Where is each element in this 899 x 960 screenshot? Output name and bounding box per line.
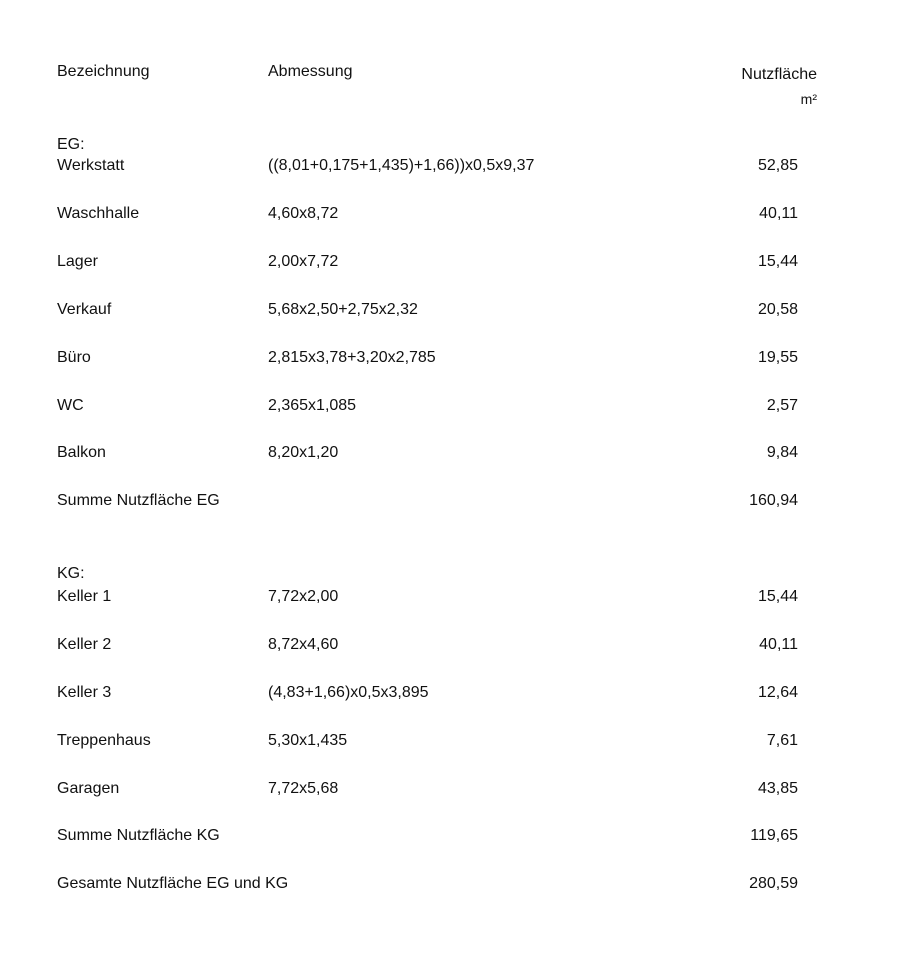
row-name: WC (57, 396, 84, 414)
column-header-name: Bezeichnung (57, 63, 150, 80)
sum-value-kg: 119,65 (750, 827, 798, 844)
row-dimension: 2,00x7,72 (268, 252, 339, 270)
row-name: Werkstatt (57, 157, 125, 174)
row-area: 40,11 (759, 204, 798, 222)
total-label: Gesamte Nutzfläche EG und KG (57, 875, 289, 892)
row-area: 15,44 (757, 588, 798, 605)
row-dimension: 8,20x1,20 (268, 444, 339, 462)
row-name: Garagen (57, 779, 120, 797)
section-label-kg: KG: (57, 565, 85, 582)
section-label-eg: EG: (57, 136, 85, 153)
row-name: Keller 1 (57, 588, 112, 605)
row-area: 40,11 (759, 635, 798, 653)
sum-label-eg: Summe Nutzfläche EG (57, 492, 220, 509)
row-dimension: 8,72x4,60 (268, 635, 339, 653)
row-name: Treppenhaus (57, 731, 151, 749)
row-dimension: 4,60x8,72 (268, 204, 339, 222)
row-dimension: (4,83+1,66)x0,5x3,895 (268, 683, 429, 701)
total-value: 280,59 (749, 875, 798, 892)
row-dimension: 5,68x2,50+2,75x2,32 (268, 300, 418, 318)
row-area: 9,84 (766, 444, 798, 462)
row-area: 15,44 (757, 252, 798, 270)
column-header-area-label: Nutzfläche (741, 66, 817, 83)
row-name: Waschhalle (57, 204, 140, 222)
sum-label-kg: Summe Nutzfläche KG (57, 827, 220, 844)
row-name: Keller 2 (57, 635, 112, 653)
row-dimension: 2,365x1,085 (268, 396, 357, 414)
row-dimension: 7,72x2,00 (268, 588, 339, 605)
row-area: 2,57 (766, 396, 798, 414)
row-area: 20,58 (757, 300, 798, 318)
row-area: 12,64 (757, 683, 798, 701)
row-name: Balkon (57, 444, 106, 462)
row-name: Büro (57, 348, 91, 366)
row-name: Lager (57, 252, 98, 270)
row-dimension: 7,72x5,68 (268, 779, 339, 797)
column-header-dimension: Abmessung (268, 63, 353, 80)
row-area: 19,55 (757, 348, 798, 366)
row-area: 52,85 (757, 157, 798, 174)
column-header-area-unit: m² (800, 91, 817, 107)
sum-value-eg: 160,94 (749, 492, 798, 509)
column-header-area (741, 63, 817, 111)
row-dimension: 5,30x1,435 (268, 731, 348, 749)
row-area: 7,61 (766, 731, 798, 749)
row-dimension: ((8,01+0,175+1,435)+1,66))x0,5x9,37 (268, 157, 535, 174)
row-area: 43,85 (757, 779, 798, 797)
row-name: Keller 3 (57, 683, 112, 701)
row-dimension: 2,815x3,78+3,20x2,785 (268, 348, 436, 366)
row-name: Verkauf (57, 300, 112, 318)
